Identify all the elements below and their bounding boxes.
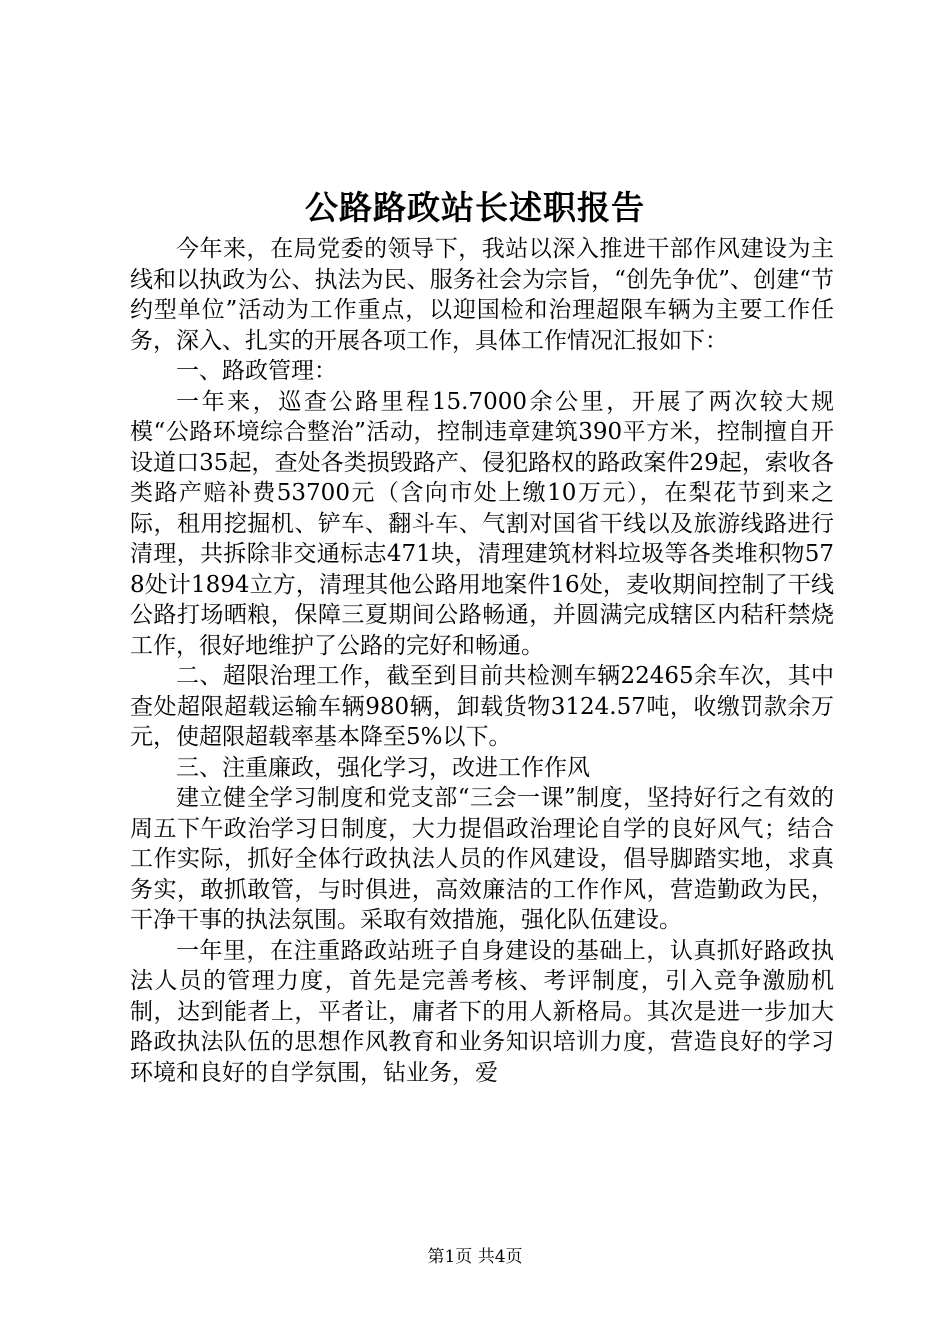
document-title: 公路路政站长述职报告 (305, 188, 645, 227)
paragraph-road-admin: 一年来，巡查公路里程15.7000余公里，开展了两次较大规模“公路环境综合整治”活动，控制违章建筑390平方米，控制擅自开设道口35起，查处各类损毁路产、侵犯路权的路政案件29起，索收各类路产赔补费53700元（含向市处上缴10万元），在梨花节到来之际，租用挖掘机、铲车、翻斗车、气割对国省干线以及旅游线路进行清理，共拆除非交通标志471块，清理建筑材料垃圾等各类堆积物578处计1894立方，清理其他公路用地案件16处，麦收期间控制了干线公路打场晒粮，保障三夏期间公路畅通，并圆满完成辖区内秸秆禁烧工作，很好地维护了公路的完好和畅通。 (130, 388, 834, 659)
paragraph-intro: 今年来，在局党委的领导下，我站以深入推进干部作风建设为主线和以执政为公、执法为民、服务社会为宗旨，“创先争优”、创建“节约型单位”活动为工作重点，以迎国检和治理超限车辆为主要工作任务，深入、扎实的开展各项工作，具体工作情况汇报如下： (130, 236, 834, 354)
document-body (130, 234, 834, 1088)
section-heading-road-admin: 一、路政管理： (176, 358, 337, 384)
page-footer: 第1页 共4页 (427, 1247, 523, 1267)
paragraph-team-building: 一年里，在注重路政站班子自身建设的基础上，认真抓好路政执法人员的管理力度，首先是完善考核、考评制度，引入竞争激励机制，达到能者上，平者让，庸者下的用人新格局。其次是进一步加大路政执法队伍的思想作风教育和业务知识培训力度，营造良好的学习环境和良好的自学氛围，钻业务，爱 (130, 937, 834, 1086)
paragraph-study-system: 建立健全学习制度和党支部“三会一课”制度，坚持好行之有效的周五下午政治学习日制度，大力提倡政治理论自学的良好风气；结合工作实际，抓好全体行政执法人员的作风建设，倡导脚踏实地，求真务实，敢抓敢管，与时俱进，高效廉洁的工作作风，营造勤政为民，干净干事的执法氛围。采取有效措施，强化队伍建设。 (130, 785, 834, 933)
paragraph-overload-control: 二、超限治理工作，截至到目前共检测车辆22465余车次，其中查处超限超载运输车辆980辆，卸载货物3124.57吨，收缴罚款余万元，使超限超载率基本降至5%以下。 (130, 663, 834, 750)
section-heading-integrity: 三、注重廉政，强化学习，改进工作作风 (176, 754, 590, 781)
